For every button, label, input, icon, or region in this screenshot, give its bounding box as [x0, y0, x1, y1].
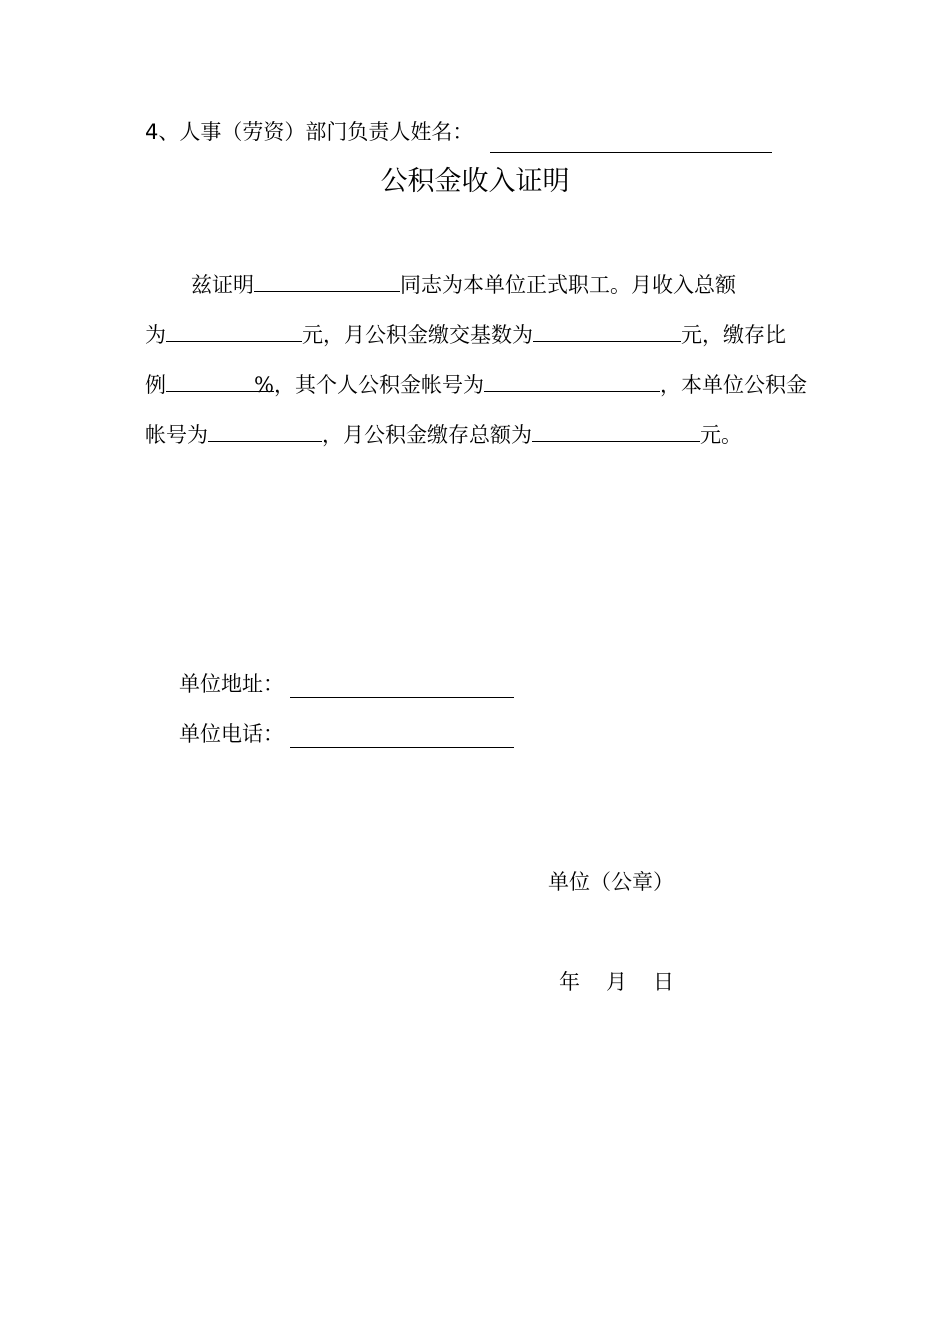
body-line-2 — [145, 321, 786, 349]
monthly-income-field[interactable] — [166, 321, 302, 342]
page-title: 公积金收入证明 — [380, 166, 570, 197]
body-text: 为 — [145, 323, 166, 347]
header-item — [145, 118, 473, 146]
day-label: 日 — [653, 970, 674, 994]
body-text: ，月公积金缴存总额为 — [322, 423, 532, 447]
body-line-4 — [145, 421, 742, 449]
personal-account-field[interactable] — [484, 371, 660, 392]
unit-account-field[interactable] — [208, 421, 322, 442]
phone-row — [179, 720, 284, 748]
body-text: 例 — [145, 373, 166, 397]
body-text: 兹证明 — [191, 273, 254, 297]
address-row — [179, 670, 284, 698]
year-label: 年 — [559, 970, 580, 994]
contribution-base-field[interactable] — [533, 321, 681, 342]
phone-label: 单位电话： — [179, 722, 284, 746]
body-line-1 — [191, 271, 736, 299]
body-text: 元。 — [700, 423, 742, 447]
date-row — [559, 968, 674, 996]
employee-name-field[interactable] — [254, 271, 400, 292]
address-label: 单位地址： — [179, 672, 284, 696]
body-line-3 — [145, 371, 807, 399]
header-item-label: 4、人事（劳资）部门负责人姓名： — [145, 120, 474, 144]
address-field[interactable] — [290, 697, 514, 698]
contribution-ratio-field[interactable] — [166, 371, 274, 397]
monthly-total-field[interactable] — [532, 421, 700, 442]
body-text: ，本单位公积金 — [660, 373, 807, 397]
body-text: 元，月公积金缴交基数为 — [302, 323, 533, 347]
seal-label: 单位（公章） — [548, 870, 674, 894]
percent-sign: % — [254, 373, 274, 397]
responsible-name-field[interactable] — [490, 152, 772, 153]
body-text: 同志为本单位正式职工。月收入总额 — [400, 273, 736, 297]
phone-field[interactable] — [290, 747, 514, 748]
body-text: ，其个人公积金帐号为 — [274, 373, 484, 397]
body-text: 帐号为 — [145, 423, 208, 447]
body-text: 元，缴存比 — [681, 323, 786, 347]
month-label: 月 — [606, 970, 627, 994]
